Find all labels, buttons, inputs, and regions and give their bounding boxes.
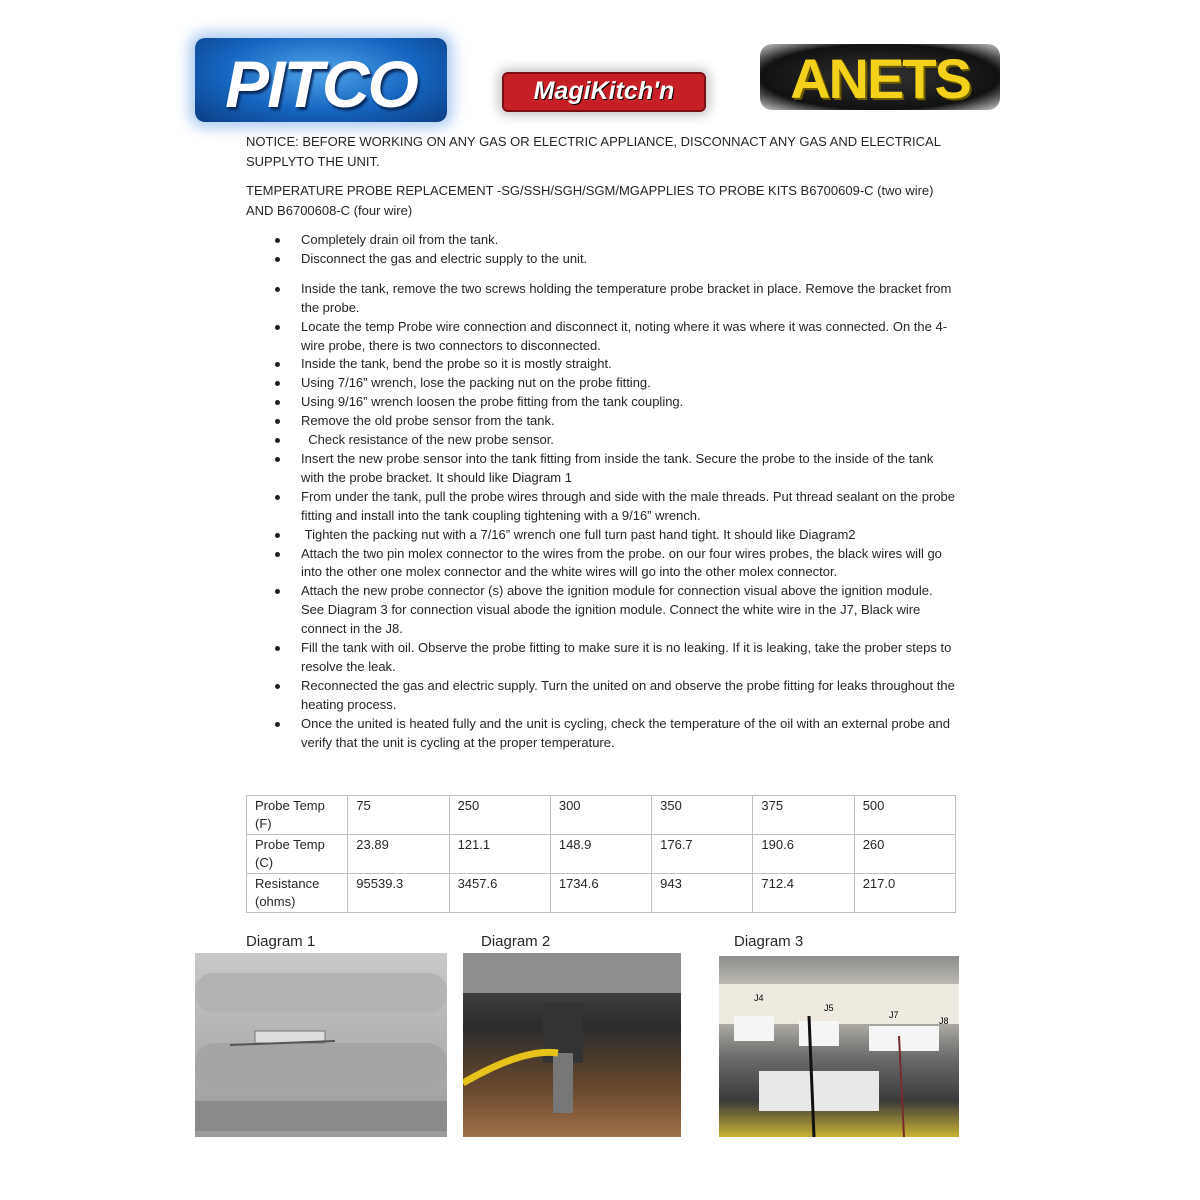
table-cell: 712.4: [753, 874, 854, 913]
notice-text: NOTICE: BEFORE WORKING ON ANY GAS OR ELECTRIC APPLIANCE, DISCONNACT ANY GAS AND ELECTRICAL SUPPLYTO THE UNIT.: [246, 134, 941, 169]
anets-logo-text: ANETS: [790, 47, 970, 110]
table-cell: 300: [550, 796, 651, 835]
list-item: Attach the two pin molex connector to the wires from the probe. on our four wires probes, the black wires will go into the other one molex connector and the white wires will go into the other molex connector.: [246, 545, 958, 583]
pitco-logo: [195, 38, 447, 122]
diagram-2-label: Diagram 2: [481, 933, 551, 950]
j4-label: J4: [754, 993, 764, 1003]
table-cell: 375: [753, 796, 854, 835]
list-item: Using 7/16” wrench, lose the packing nut on the probe fitting.: [246, 374, 958, 393]
row-header-cell: Resistance (ohms): [247, 874, 348, 913]
table-cell: 500: [854, 796, 955, 835]
diagram-3-label: Diagram 3: [734, 933, 804, 950]
diagram-3-photo: [719, 956, 959, 1137]
diagram-1-label: Diagram 1: [246, 933, 316, 950]
table-cell: 350: [652, 796, 753, 835]
table-cell: 943: [652, 874, 753, 913]
table-cell: 3457.6: [449, 874, 550, 913]
table-cell: 250: [449, 796, 550, 835]
list-item: Reconnected the gas and electric supply. Turn the united on and observe the probe fitting for leaks throughout the heating process.: [246, 677, 958, 715]
j7-label: J7: [889, 1010, 899, 1020]
j5-label: J5: [824, 1003, 834, 1013]
diagram-2-photo: [463, 953, 681, 1137]
table-cell: 176.7: [652, 835, 753, 874]
table-cell: 217.0: [854, 874, 955, 913]
table-row: [247, 874, 956, 913]
list-item: Insert the new probe sensor into the tank fitting from inside the tank. Secure the probe to the inside of the tank with the probe bracket. It should like Diagram 1: [246, 450, 958, 488]
list-item: Tighten the packing nut with a 7/16” wrench one full turn past hand tight. It should like Diagram2: [246, 526, 958, 545]
diagram-1-photo: [195, 953, 447, 1137]
list-item: Fill the tank with oil. Observe the probe fitting to make sure it is no leaking. If it is leaking, take the prober steps to resolve the leak.: [246, 639, 958, 677]
list-item: Completely drain oil from the tank.: [246, 231, 958, 250]
table-cell: 75: [348, 796, 449, 835]
steps-list: [246, 231, 958, 752]
table-cell: 1734.6: [550, 874, 651, 913]
magikitchn-logo-text: MagiKitch'n: [533, 77, 675, 105]
list-item: Locate the temp Probe wire connection and disconnect it, noting where it was where it was connected. On the 4-wire probe, there is two connectors to disconnected.: [246, 318, 958, 356]
table-row: [247, 796, 956, 835]
anets-logo: [760, 44, 1000, 110]
row-header-cell: Probe Temp (F): [247, 796, 348, 835]
pitco-logo-text: PITCO: [225, 47, 417, 121]
list-item: Inside the tank, bend the probe so it is mostly straight.: [246, 355, 958, 374]
table-cell: 260: [854, 835, 955, 874]
list-item: From under the tank, pull the probe wires through and side with the male threads. Put thread sealant on the probe fitting and install into the tank coupling tightening with a 9/16” wrench.: [246, 488, 958, 526]
list-item: Check resistance of the new probe sensor.: [246, 431, 958, 450]
table-cell: 23.89: [348, 835, 449, 874]
table-row: [247, 835, 956, 874]
document-title: TEMPERATURE PROBE REPLACEMENT -SG/SSH/SGH/SGM/MGAPPLIES TO PROBE KITS B6700609-C (two wire) AND B6700608-C (four wire): [246, 183, 934, 218]
list-item: Using 9/16” wrench loosen the probe fitting from the tank coupling.: [246, 393, 958, 412]
table-cell: 95539.3: [348, 874, 449, 913]
table-cell: 148.9: [550, 835, 651, 874]
probe-resistance-table: [246, 795, 956, 913]
list-item: Remove the old probe sensor from the tank.: [246, 412, 958, 431]
row-header-cell: Probe Temp (C): [247, 835, 348, 874]
list-item: Once the united is heated fully and the unit is cycling, check the temperature of the oil with an external probe and verify that the unit is cycling at the proper temperature.: [246, 715, 958, 753]
list-item: Disconnect the gas and electric supply to the unit.: [246, 250, 958, 269]
table-cell: 190.6: [753, 835, 854, 874]
table-cell: 121.1: [449, 835, 550, 874]
list-item: Inside the tank, remove the two screws holding the temperature probe bracket in place. Remove the bracket from the probe.: [246, 280, 958, 318]
magikitchn-logo: [502, 72, 706, 112]
j8-label: J8: [939, 1016, 949, 1026]
list-item: Attach the new probe connector (s) above the ignition module for connection visual above the ignition module. See Diagram 3 for connection visual abode the ignition module. Connect the white wire in the J7, Black wire connect in the J8.: [246, 582, 958, 639]
